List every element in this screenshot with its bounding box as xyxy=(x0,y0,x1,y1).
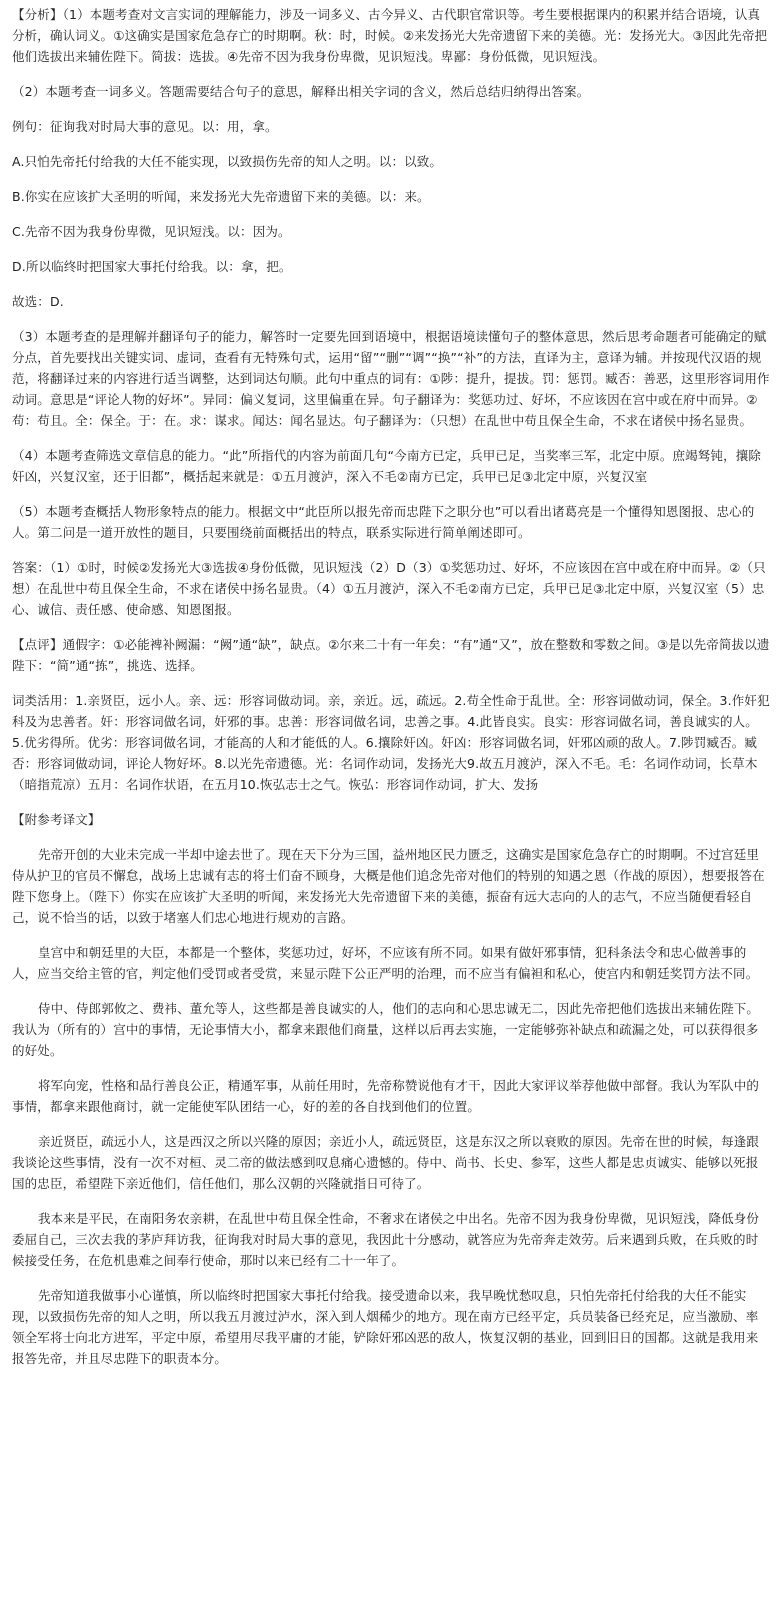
analysis-part-5: （5）本题考查概括人物形象特点的能力。根据文中“此臣所以报先帝而忠陛下之职分也”可以看出诸葛亮是一个懂得知恩图报、忠心的人。第二问是一道开放性的题目，只要围绕前面概括出的特点，联系实际进行简单阐述即可。 xyxy=(12,504,755,540)
choice-answer: 故选：D. xyxy=(12,294,64,309)
analysis-part-3: （3）本题考查的是理解并翻译句子的能力，解答时一定要先回到语境中，根据语境读懂句子的整体意思，然后思考命题者可能确定的赋分点，首先要找出关键实词、虚词，查看有无特殊句式，运用“留”“删”“调”“换”“补”的方法，直译为主，意译为辅。并按现代汉语的规范，将翻译过来的内容进行适当调整，达到词达句顺。此句中重点的词有：①陟：提升，提拔。罚：惩罚。臧否：善恶，这里形容词用作动词。意思是“评论人物的好坏”。异同：偏义复词，这里偏重在异。句子翻译为：奖惩功过、好坏，不应该因在宫中或在府中而异。②苟：苟且。全：保全。于：在。求：谋求。闻达：闻名显达。句子翻译为：（只想）在乱世中苟且保全生命，不求在诸侯中扬名显贵。 xyxy=(12,329,770,428)
option-d: D.所以临终时把国家大事托付给我。以：拿，把。 xyxy=(12,259,292,274)
answer-summary: 答案：（1）①时，时候②发扬光大③选拔④身份低微，见识短浅（2）D（3）①奖惩功过、好坏，不应该因在宫中或在府中而异。②（只想）在乱世中苟且保全生命，不求在诸侯中扬名显贵。（4）①五月渡泸，深入不毛②南方已定，兵甲已足③北定中原，兴复汉室（5）忠心、诚信、责任感、使命感、知恩图报。 xyxy=(12,560,766,617)
option-b: B.你实在应该扩大圣明的听闻，来发扬光大先帝遗留下来的美德。以：来。 xyxy=(12,189,430,204)
translation-heading: 【附参考译文】 xyxy=(12,812,101,827)
option-a: A.只怕先帝托付给我的大任不能实现，以致损伤先帝的知人之明。以：以致。 xyxy=(12,154,443,169)
example-sentence: 例句：征询我对时局大事的意见。以：用，拿。 xyxy=(12,119,278,134)
option-c: C.先帝不因为我身份卑微，见识短浅。以：因为。 xyxy=(12,224,291,239)
translation-paragraph: 皇宫中和朝廷里的大臣，本都是一个整体，奖惩功过，好坏，不应该有所不同。如果有做奸邪事情，犯科条法令和忠心做善事的人，应当交给主管的官，判定他们受罚或者受赏，来显示陛下公正严明的治理，而不应当有偏袒和私心，使宫内和朝廷奖罚方法不同。 xyxy=(12,945,759,981)
analysis-part-1: 【分析】（1）本题考查对文言实词的理解能力，涉及一词多义、古今异义、古代职官常识等。考生要根据课内的积累并结合语境，认真分析，确认词义。①这确实是国家危急存亡的时期啊。秋：时，时候。②来发扬光大先帝遗留下来的美德。光：发扬光大。③因此先帝把他们选拔出来辅佐陛下。简拔：选拔。④先帝不因为我身份卑微，见识短浅。卑鄙：身份低微，见识短浅。 xyxy=(12,7,768,64)
analysis-part-4: （4）本题考查筛选文章信息的能力。“此”所指代的内容为前面几句“今南方已定，兵甲已足，当奖率三军，北定中原。庶竭驽钝，攘除奸凶，兴复汉室，还于旧都”，概括起来就是：①五月渡泸，深入不毛②南方已定，兵甲已足③北定中原，兴复汉室 xyxy=(12,448,762,484)
translation-paragraph: 亲近贤臣，疏远小人，这是西汉之所以兴隆的原因；亲近小人，疏远贤臣，这是东汉之所以衰败的原因。先帝在世的时候，每逢跟我谈论这些事情，没有一次不对桓、灵二帝的做法感到叹息痛心遗憾的。侍中、尚书、长史、参军，这些人都是忠贞诚实、能够以死报国的忠臣，希望陛下亲近他们，信任他们，那么汉朝的兴隆就指日可待了。 xyxy=(12,1134,760,1191)
translation-paragraph: 我本来是平民，在南阳务农亲耕，在乱世中苟且保全性命，不奢求在诸侯之中出名。先帝不因为我身份卑微，见识短浅，降低身份委屈自己，三次去我的茅庐拜访我，征询我对时局大事的意见，我因此十分感动，就答应为先帝奔走效劳。后来遇到兵败，在兵败的时候接受任务，在危机患难之间奉行使命，那时以来已经有二十一年了。 xyxy=(12,1211,760,1268)
translation-paragraph: 先帝知道我做事小心谨慎，所以临终时把国家大事托付给我。接受遗命以来，我早晚忧愁叹息，只怕先帝托付给我的大任不能实现，以致损伤先帝的知人之明，所以我五月渡过泸水，深入到人烟稀少的地方。现在南方已经平定，兵员装备已经充足，应当激励、率领全军将士向北方进军，平定中原，希望用尽我平庸的才能，铲除奸邪凶恶的敌人，恢复汉朝的基业，回到旧日的国都。这就是我用来报答先帝，并且尽忠陛下的职责本分。 xyxy=(12,1288,759,1366)
analysis-part-2: （2）本题考查一词多义。答题需要结合句子的意思，解释出相关字词的含义，然后总结归纳得出答案。 xyxy=(12,84,590,99)
translation-paragraph: 将军向宠，性格和品行善良公正，精通军事，从前任用时，先帝称赞说他有才干，因此大家评议举荐他做中部督。我认为军队中的事情，都拿来跟他商讨，就一定能使军队团结一心，好的差的各自找到他们的位置。 xyxy=(12,1078,760,1114)
translation-paragraph: 侍中、侍郎郭攸之、费祎、董允等人，这些都是善良诚实的人，他们的志向和心思忠诚无二，因此先帝把他们选拔出来辅佐陛下。我认为（所有的）宫中的事情，无论事情大小，都拿来跟他们商量，这样以后再去实施，一定能够弥补缺点和疏漏之处，可以获得很多的好处。 xyxy=(12,1001,760,1058)
word-class-usage: 词类活用：1.亲贤臣，远小人。亲、远：形容词做动词。亲，亲近。远，疏远。2.苟全性命于乱世。全：形容词做动词，保全。3.作奸犯科及为忠善者。奸：形容词做名词，奸邪的事。忠善：形容词做名词，忠善之事。4.此皆良实。良实：形容词做名词，善良诚实的人。5.优劣得所。优劣：形容词做名词，才能高的人和才能低的人。6.攘除奸凶。奸凶：形容词做名词，奸邪凶顽的敌人。7.陟罚臧否。臧否：形容词做动词，评论人物好坏。8.以光先帝遗德。光：名词作动词，发扬光大9.故五月渡泸，深入不毛。毛：名词作动词，长草木（暗指荒凉）五月：名词作状语，在五月10.恢弘志士之气。恢弘：形容词作动词，扩大、发扬 xyxy=(12,693,770,792)
comment-loan-characters: 【点评】通假字：①必能裨补阙漏：“阙”通“缺”，缺点。②尔来二十有一年矣：“有”通“又”，放在整数和零数之间。③是以先帝简拔以遗陛下：“简”通“拣”，挑选、选择。 xyxy=(12,637,770,673)
translation-paragraph: 先帝开创的大业未完成一半却中途去世了。现在天下分为三国，益州地区民力匮乏，这确实是国家危急存亡的时期啊。不过宫廷里侍从护卫的官员不懈怠，战场上忠诚有志的将士们奋不顾身，大概是他们追念先帝对他们的特别的知遇之恩（作战的原因），想要报答在陛下您身上。（陛下）你实在应该扩大圣明的听闻，来发扬光大先帝遗留下来的美德，振奋有远大志向的人的志气，不应当随便看轻自己，说不恰当的话，以致于堵塞人们忠心地进行规劝的言路。 xyxy=(12,847,765,925)
